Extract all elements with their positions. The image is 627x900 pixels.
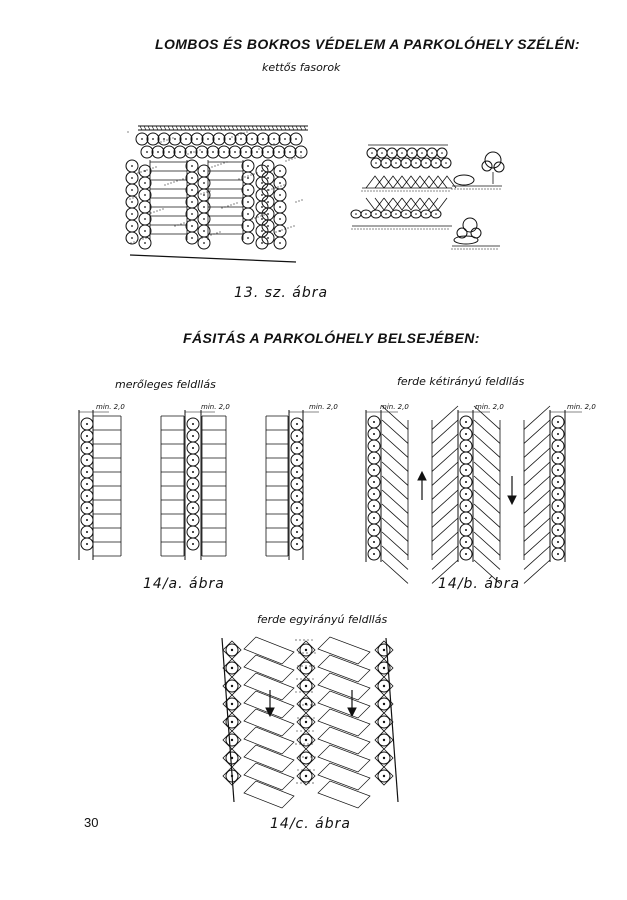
min-distance-label: min. 2,0 (380, 403, 409, 411)
min-distance-label: min. 2,0 (475, 403, 504, 411)
page-number: 30 (84, 815, 99, 830)
figure-14a-perpendicular-parking (79, 410, 319, 560)
caption-figure-13: 13. sz. ábra (234, 285, 329, 301)
figure-13-double-tree-rows (126, 126, 308, 262)
label-perpendicular-layout: merőleges feldllás (115, 378, 216, 391)
figure-14c-oblique-one-way-parking (222, 637, 398, 808)
caption-figure-14c: 14/c. ábra (270, 816, 351, 832)
heading-interior-planting: FÁSITÁS A PARKOLÓHELY BELSEJÉBEN: (183, 330, 480, 346)
figure-13-hedge-variants (351, 145, 504, 250)
label-oblique-two-way-layout: ferde kétirányú feldllás (397, 375, 525, 388)
min-distance-label: min. 2,0 (567, 403, 596, 411)
min-distance-label: min. 2,0 (96, 403, 125, 411)
min-distance-label: min. 2,0 (201, 403, 230, 411)
subtitle-double-tree-rows: kettős fasorok (262, 61, 341, 74)
caption-figure-14b: 14/b. ábra (438, 576, 521, 592)
heading-edge-protection: LOMBOS ÉS BOKROS VÉDELEM A PARKOLÓHELY SZÉLÉN: (155, 36, 580, 52)
caption-figure-14a: 14/a. ábra (143, 576, 225, 592)
figure-14b-oblique-two-way-parking (366, 406, 582, 583)
min-distance-label: min. 2,0 (309, 403, 338, 411)
label-oblique-one-way-layout: ferde egyirányú feldllás (257, 613, 388, 626)
